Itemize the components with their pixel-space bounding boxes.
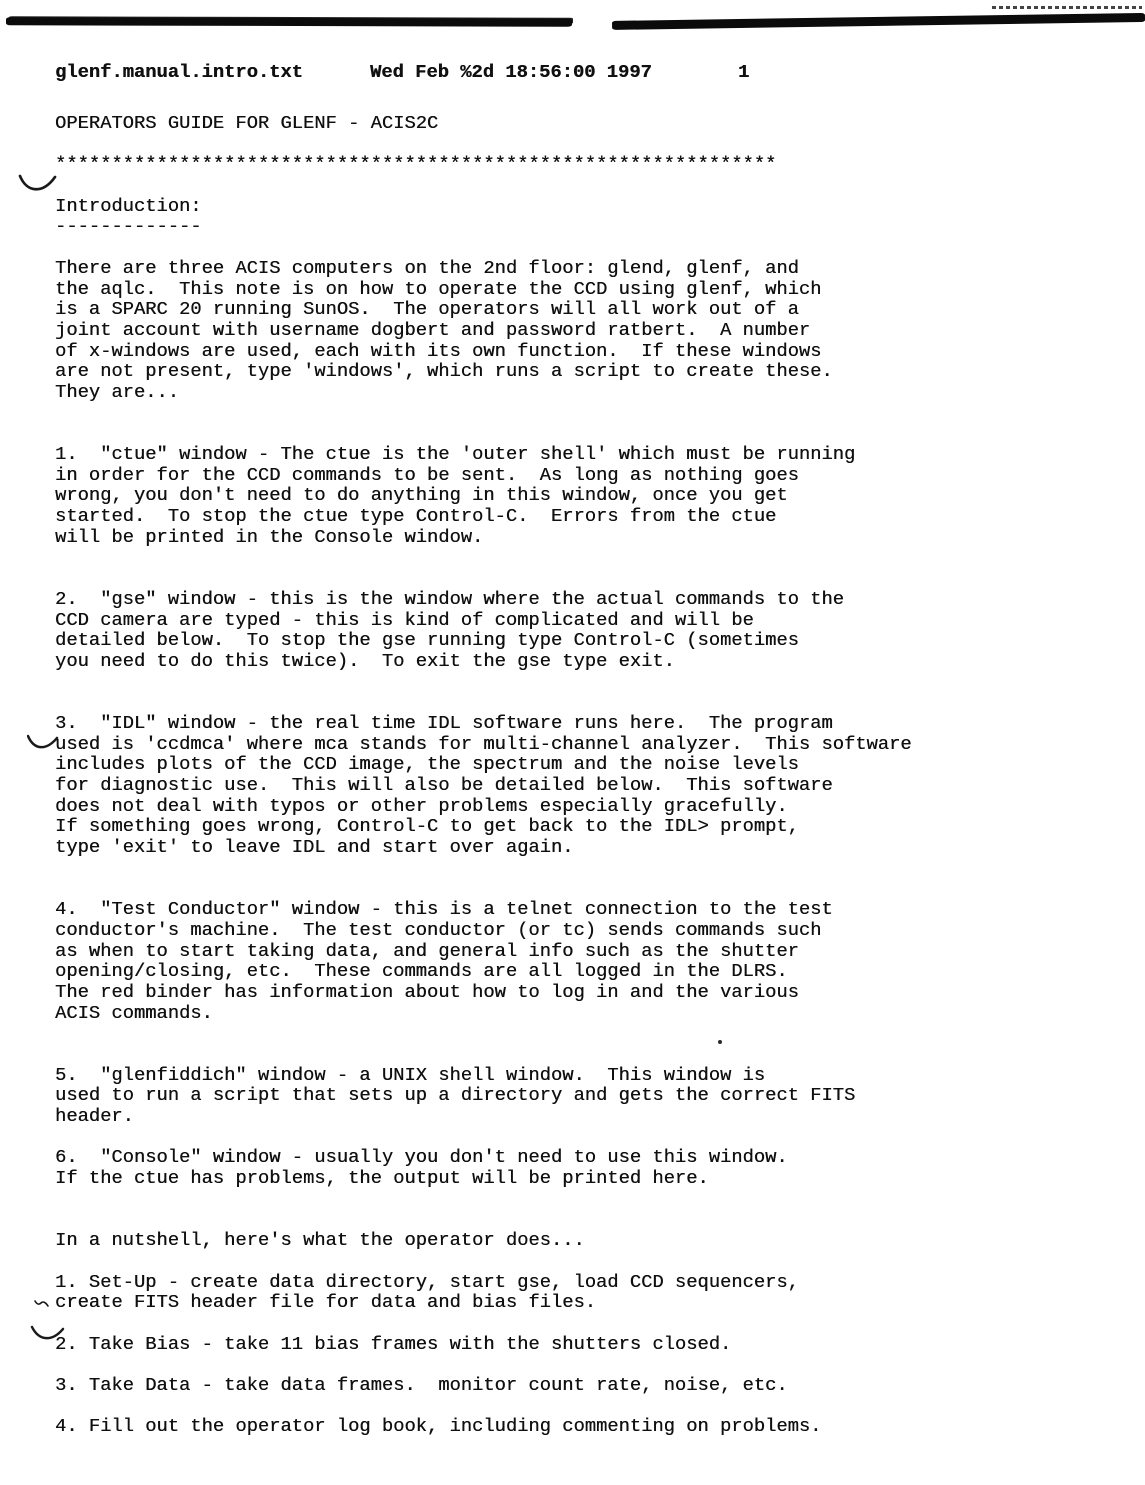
- text-line: They are...: [55, 380, 179, 403]
- window-section-gse: [55, 589, 912, 672]
- text-line: will be printed in the Console window.: [55, 525, 484, 548]
- blank-line: [55, 1396, 912, 1417]
- text-line: type 'exit' to leave IDL and start over again.: [55, 836, 574, 859]
- text-line: 2. "gse" window - this is the window where the actual commands to the: [55, 587, 844, 610]
- text-line: If something goes wrong, Control-C to get back to the IDL> prompt,: [55, 815, 799, 838]
- blank-line: [55, 134, 912, 155]
- blank-line: [55, 1023, 912, 1044]
- nutshell-step-log-book: 4. Fill out the operator log book, including commenting on problems.: [55, 1415, 822, 1438]
- text-line: are not present, type 'windows', which runs a script to create these.: [55, 360, 833, 383]
- blank-line: [55, 237, 912, 258]
- header-timestamp: Wed Feb %2d 18:56:00 1997: [370, 61, 652, 83]
- text-line: 4. "Test Conductor" window - this is a telnet connection to the test: [55, 898, 833, 921]
- window-section-console: [55, 1147, 912, 1188]
- page-title: OPERATORS GUIDE FOR GLENF - ACIS2C: [55, 112, 439, 134]
- blank-line: [55, 1354, 912, 1375]
- window-section-test-conductor: [55, 899, 912, 1023]
- nutshell-step-setup: [55, 1272, 912, 1313]
- blank-line: [55, 403, 912, 424]
- intro-paragraph: [55, 258, 912, 403]
- text-line: conductor's machine. The test conductor (or tc) sends commands such: [55, 918, 822, 941]
- text-line: wrong, you don't need to do anything in this window, once you get: [55, 484, 788, 507]
- text-line: There are three ACIS computers on the 2nd floor: glend, glenf, and: [55, 256, 799, 279]
- blank-line: [55, 1127, 912, 1148]
- nutshell-step-take-data: 3. Take Data - take data frames. monitor count rate, noise, etc.: [55, 1373, 788, 1396]
- text-line: header.: [55, 1105, 134, 1127]
- blank-line: [55, 1209, 912, 1230]
- text-line: 3. "IDL" window - the real time IDL software runs here. The program: [55, 711, 833, 734]
- blank-line: [55, 175, 912, 196]
- text-line: includes plots of the CCD image, the spectrum and the noise levels: [55, 753, 799, 776]
- text-line: CCD camera are typed - this is kind of complicated and will be: [55, 608, 754, 631]
- blank-line: [55, 1044, 912, 1065]
- blank-line: [55, 1251, 912, 1272]
- blank-line: [55, 547, 912, 568]
- blank-line: [55, 692, 912, 713]
- text-line: detailed below. To stop the gse running type Control-C (sometimes: [55, 629, 799, 652]
- scan-artifact-top-left-bar: [6, 17, 572, 26]
- nutshell-heading: In a nutshell, here's what the operator does...: [55, 1229, 585, 1252]
- intro-heading: Introduction:: [55, 194, 202, 217]
- text-line: 1. Set-Up - create data directory, start gse, load CCD sequencers,: [55, 1270, 799, 1293]
- text-line: is a SPARC 20 running SunOS. The operators will all work out of a: [55, 298, 799, 321]
- text-line: create FITS header file for data and bias files.: [55, 1291, 596, 1314]
- header-page-number: 1: [738, 61, 750, 83]
- text-line: the aqlc. This note is on how to operate the CCD using glenf, which: [55, 277, 822, 300]
- scan-artifact-speckle: [992, 6, 1142, 9]
- header-filename: glenf.manual.intro.txt: [55, 61, 303, 83]
- blank-line: [55, 568, 912, 589]
- window-section-glenfiddich: [55, 1065, 912, 1127]
- text-line: used is 'ccdmca' where mca stands for multi-channel analyzer. This software: [55, 732, 912, 755]
- text-line: 6. "Console" window - usually you don't need to use this window.: [55, 1146, 788, 1169]
- text-line: 5. "glenfiddich" window - a UNIX shell window. This window is: [55, 1063, 766, 1086]
- text-line: does not deal with typos or other problems especially gracefully.: [55, 794, 788, 817]
- blank-line: [55, 878, 912, 899]
- document-body: [55, 113, 912, 1437]
- blank-line: [55, 858, 912, 879]
- nutshell-step-take-bias: 2. Take Bias - take 11 bias frames with the shutters closed.: [55, 1332, 732, 1355]
- text-line: used to run a script that sets up a directory and gets the correct FITS: [55, 1084, 856, 1107]
- window-section-ctue: [55, 444, 912, 547]
- text-line: The red binder has information about how to log in and the various: [55, 980, 799, 1003]
- text-line: for diagnostic use. This will also be detailed below. This software: [55, 774, 833, 796]
- text-line: joint account with username dogbert and password ratbert. A number: [55, 318, 811, 341]
- window-section-idl: [55, 713, 912, 858]
- text-line: you need to do this twice). To exit the gse type exit.: [55, 649, 675, 672]
- blank-line: [55, 1313, 912, 1334]
- text-line: ACIS commands.: [55, 1001, 213, 1024]
- text-line: 1. "ctue" window - The ctue is the 'outer shell' which must be running: [55, 443, 856, 465]
- scan-artifact-top-right-bar: [612, 13, 1145, 30]
- blank-line: [55, 423, 912, 444]
- text-line: of x-windows are used, each with its own function. If these windows: [55, 339, 822, 362]
- blank-line: [55, 672, 912, 693]
- blank-line: [55, 1189, 912, 1210]
- text-line: If the ctue has problems, the output will be printed here.: [55, 1167, 709, 1190]
- text-line: started. To stop the ctue type Control-C. Errors from the ctue: [55, 505, 777, 528]
- text-line: opening/closing, etc. These commands are all logged in the DLRS.: [55, 960, 788, 983]
- intro-underline: -------------: [55, 215, 202, 238]
- text-line: in order for the CCD commands to be sent. As long as nothing goes: [55, 463, 799, 486]
- asterisk-separator: ****************************************************************: [55, 153, 777, 176]
- handwritten-check-mark: [18, 170, 58, 198]
- handwritten-squiggle-mark: [33, 1295, 51, 1309]
- text-line: as when to start taking data, and general info such as the shutter: [55, 939, 799, 962]
